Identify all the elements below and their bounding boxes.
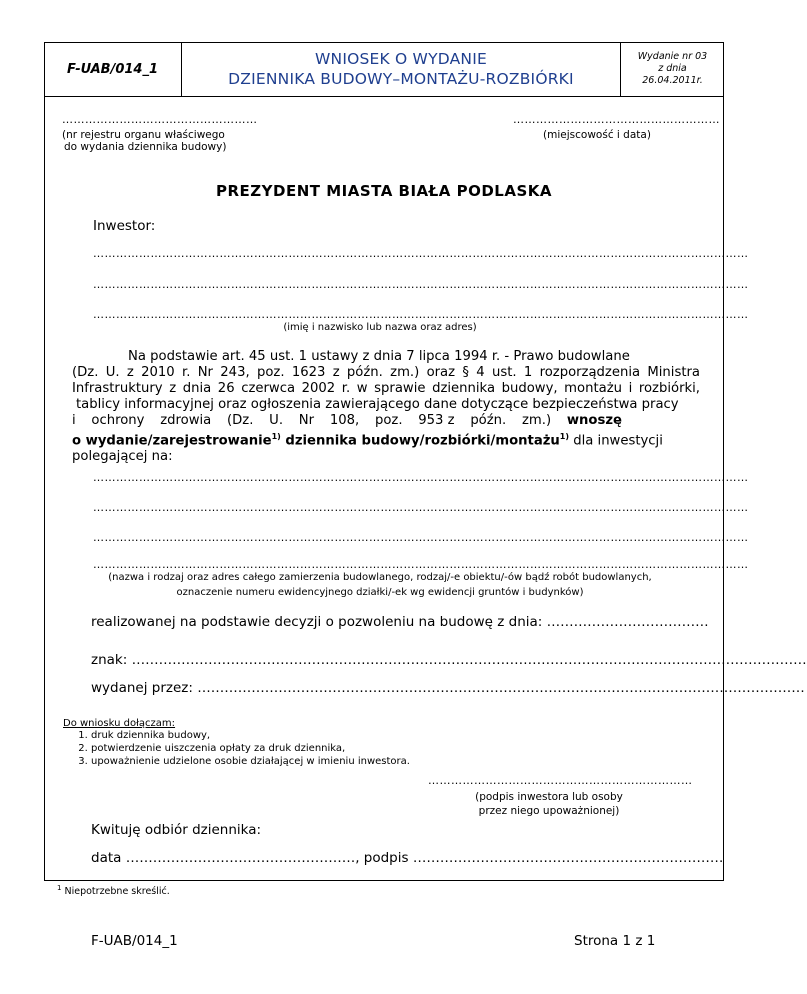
attachments-section — [63, 718, 483, 768]
attachment-item: 2. potwierdzenie uiszczenia opłaty za druk dziennika, — [91, 742, 483, 755]
p5-word: (Dz. — [227, 413, 254, 428]
edition-date-label: z dnia — [658, 63, 687, 74]
paragraph-line4: tablicy informacyjnej oraz ogłoszenia zawierającego dane dotyczące bezpieczeństwa pracy — [76, 397, 679, 412]
investor-line-1[interactable]: ……………………………………………………………………………………………………………………………………………………… — [93, 247, 749, 260]
form-title-line2: DZIENNIKA BUDOWY–MONTAŻU-ROZBIÓRKI — [228, 70, 574, 88]
attachments-list — [63, 729, 483, 768]
permit-number-line[interactable]: znak: …………………………………………………………………………………………………………………………………… — [91, 652, 807, 668]
p5-word: i — [72, 413, 76, 428]
paragraph-line7: polegającej na: — [72, 449, 173, 465]
signature-caption-line1: (podpis inwestora lub osoby — [475, 791, 623, 803]
p5-word: późn. — [470, 413, 507, 428]
attachments-title: Do wniosku dołączam: — [63, 718, 176, 729]
investor-line-3[interactable]: ……………………………………………………………………………………………………………………………………………………… — [93, 308, 749, 321]
registry-caption-line2: do wydania dziennika budowy) — [64, 141, 227, 153]
registry-caption-line1: (nr rejestru organu właściwego — [62, 129, 225, 141]
place-date-field[interactable]: ……………………………………………… — [513, 113, 720, 126]
receipt-label: Kwituję odbiór dziennika: — [91, 822, 262, 838]
investment-caption-line1: (nazwa i rodzaj oraz adres całego zamierzenia budowlanego, rodzaj/-e obiektu/-ów bądź robót budowlanych, — [108, 572, 652, 583]
permit-date-line[interactable]: realizowanej na podstawie decyzji o pozwoleniu na budowę z dnia: ……………………………… — [91, 614, 709, 630]
edition-number: Wydanie nr 03 — [637, 51, 708, 62]
signature-caption-line2: przez niego upoważnionej) — [478, 805, 620, 817]
p5-word: 953 z — [418, 413, 455, 428]
p6-bold-b: dziennika budowy/rozbiórki/montażu — [280, 433, 560, 449]
attachment-item: 1. druk dziennika budowy, — [91, 729, 483, 742]
addressee-title: PREZYDENT MIASTA BIAŁA PODLASKA — [215, 182, 553, 200]
paragraph-line5 — [72, 413, 622, 429]
investment-line-4[interactable]: ……………………………………………………………………………………………………………………………………………………… — [93, 558, 749, 571]
p6-bold-a: o wydanie/zarejestrowanie — [72, 433, 272, 449]
investment-caption — [80, 570, 680, 600]
p5-word: zm.) — [521, 413, 552, 428]
p5-word: ochrony — [91, 413, 145, 428]
investor-label: Inwestor: — [93, 218, 156, 234]
p5-word: U. — [269, 413, 284, 428]
form-title — [182, 42, 620, 96]
paragraph-line1: Na podstawie art. 45 ust. 1 ustawy z dnia 7 lipca 1994 r. - Prawo budowlane — [128, 349, 630, 364]
paragraph-line2: (Dz. U. z 2010 r. Nr 243, poz. 1623 z późn. zm.) oraz § 4 ust. 1 rozporządzenia Ministra — [72, 365, 700, 380]
p5-word: Nr — [298, 413, 315, 428]
paragraph-line6 — [72, 429, 700, 449]
attachment-item: 3. upoważnienie udzielone osobie działającej w imieniu inwestora. — [91, 755, 483, 768]
investment-caption-line2: oznaczenie numeru ewidencyjnego działki/-ek wg ewidencji gruntów i budynków) — [176, 587, 584, 598]
p5-word: poz. — [374, 413, 403, 428]
investment-line-3[interactable]: ……………………………………………………………………………………………………………………………………………………… — [93, 531, 749, 544]
form-title-line1: WNIOSEK O WYDANIE — [315, 50, 487, 68]
investor-line-2[interactable]: ……………………………………………………………………………………………………………………………………………………… — [93, 278, 749, 291]
signature-field[interactable]: …………………………………………………………… — [428, 774, 693, 787]
footer-page-number: Strona 1 z 1 — [574, 933, 656, 949]
receipt-line[interactable]: data ……………………………………………, podpis …………………………………………………………… — [91, 850, 724, 866]
investment-line-2[interactable]: ……………………………………………………………………………………………………………………………………………………… — [93, 501, 749, 514]
legal-paragraph — [72, 349, 700, 465]
signature-caption — [428, 790, 670, 818]
footnote-text: Niepotrzebne skreślić. — [64, 886, 170, 898]
p5-word: zdrowia — [160, 413, 212, 428]
edition-date: 26.04.2011r. — [642, 75, 703, 86]
footnote — [57, 884, 170, 897]
registry-number-caption — [62, 129, 262, 153]
p6-rest: dla inwestycji — [569, 433, 663, 449]
edition-info — [620, 42, 724, 96]
registry-number-field[interactable]: …………………………………………… — [62, 113, 258, 126]
p6-footnote-ref: 1) — [271, 432, 281, 441]
paragraph-line3: Infrastruktury z dnia 26 czerwca 2002 r. w sprawie dziennika budowy, montażu i rozbiórki, — [72, 381, 700, 396]
p6-footnote-ref2: 1) — [559, 432, 570, 441]
form-code: F-UAB/014_1 — [44, 42, 182, 96]
form-header — [44, 42, 724, 97]
p5-bold-wnosze: wnoszę — [566, 413, 622, 428]
permit-issuer-line[interactable]: wydanej przez: ……………………………………………………………………………………………………………………… — [91, 680, 805, 696]
investor-caption: (imię i nazwisko lub nazwa oraz adres) — [283, 322, 477, 333]
place-date-caption: (miejscowość i data) — [543, 129, 651, 141]
investment-line-1[interactable]: ……………………………………………………………………………………………………………………………………………………… — [93, 471, 749, 484]
footnote-mark: 1 — [57, 884, 62, 892]
p5-word: 108, — [329, 413, 360, 428]
footer-form-code: F-UAB/014_1 — [91, 933, 178, 949]
